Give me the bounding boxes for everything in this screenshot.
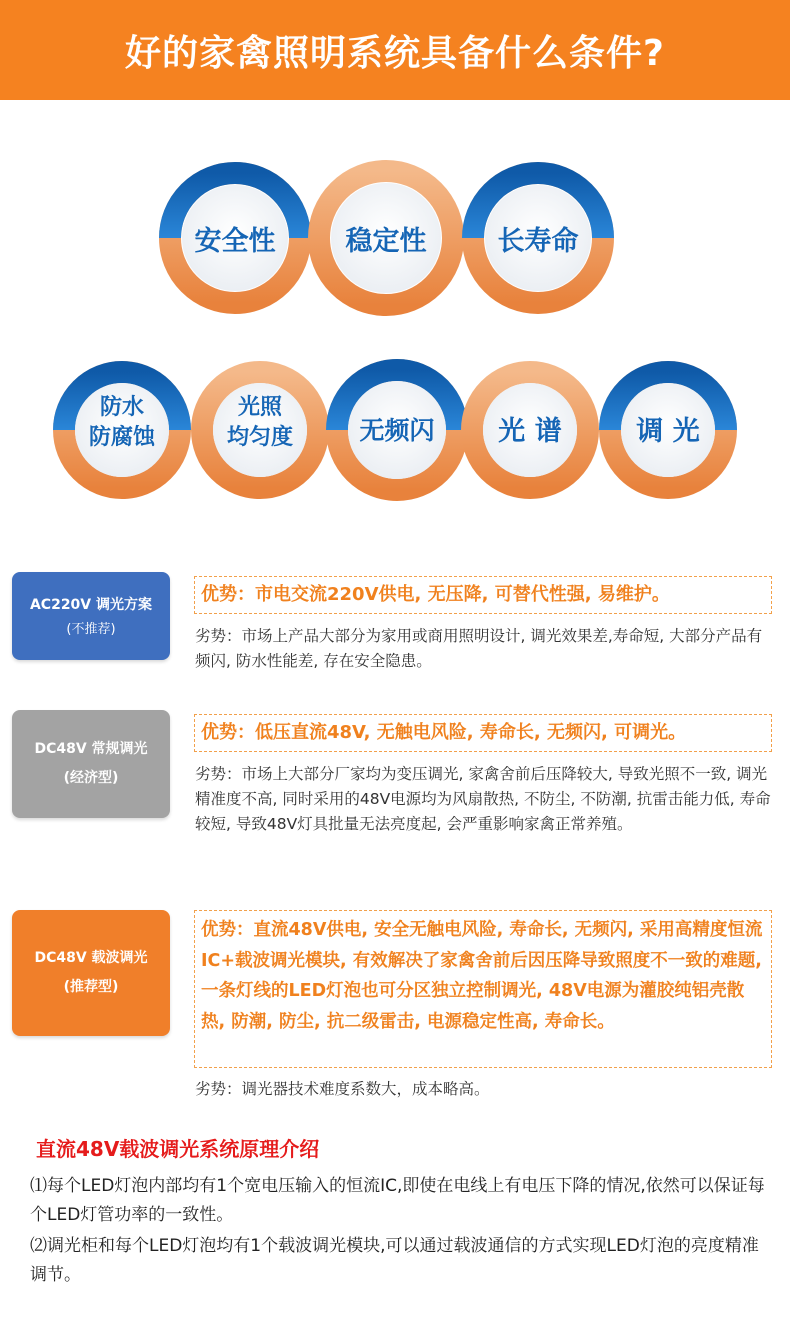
- feature-label-safety: 安全性: [194, 226, 276, 257]
- disadvantage-text-dc48v-standard: 劣势：市场上大部分厂家均为变压调光, 家禽舍前后压降较大, 导致光照不一致, 调光精准度不高, 同时采用的48V电源均为风扇散热, 不防尘, 不防潮, 抗雷击能力低, 寿命较短, 导致48V灯具批量无法亮度起, 会严重影响家禽正常养殖。: [195, 765, 771, 833]
- feature-label-waterproof: [72, 393, 172, 452]
- feature-rings-graphic: [0, 110, 790, 530]
- feature-label-uniformity-line2: 均匀度: [226, 424, 293, 450]
- scheme-name: DC48V 常规调光: [34, 740, 148, 757]
- disadvantage-text-ac220v: 劣势：市场上产品大部分为家用或商用照明设计, 调光效果差,寿命短, 大部分产品有频闪, 防水性能差, 存在安全隐患。: [195, 627, 763, 670]
- feature-rings: [0, 110, 790, 530]
- feature-label-longevity: 长寿命: [497, 226, 579, 257]
- feature-label-uniformity: [210, 393, 310, 452]
- advantage-box-dc48v-standard: 优势：低压直流48V, 无触电风险, 寿命长, 无频闪, 可调光。: [194, 714, 772, 752]
- feature-label-dimming: 调 光: [636, 416, 700, 447]
- scheme-note: (不推荐): [66, 622, 116, 638]
- principle-title: 直流48V载波调光系统原理介绍: [36, 1137, 320, 1161]
- scheme-name: AC220V 调光方案: [29, 596, 153, 613]
- principle-paragraph-2: ⑵调光柜和每个LED灯泡均有1个载波调光模块,可以通过载波通信的方式实现LED灯泡的亮度精准调节。: [30, 1236, 759, 1285]
- scheme-note: (推荐型): [63, 979, 119, 995]
- feature-label-stability: 稳定性: [345, 226, 427, 257]
- feature-label-waterproof-line1: 防水: [99, 395, 144, 420]
- scheme-name: DC48V 载波调光: [34, 949, 148, 966]
- page-title: 好的家禽照明系统具备什么条件?: [125, 32, 665, 74]
- scheme-card-dc48v-carrier: [12, 910, 170, 1036]
- advantage-box-ac220v: 优势：市电交流220V供电, 无压降, 可替代性强, 易维护。: [194, 576, 772, 614]
- scheme-card-dc48v-standard: [12, 710, 170, 818]
- disadvantage-text-dc48v-carrier: 劣势：调光器技术难度系数大，成本略高。: [195, 1080, 490, 1098]
- feature-label-spectrum: 光 谱: [498, 416, 562, 447]
- feature-label-waterproof-line2: 防腐蚀: [88, 424, 155, 450]
- advantage-box-dc48v-carrier: 优势：直流48V供电, 安全无触电风险, 寿命长, 无频闪, 采用高精度恒流IC+载波调光模块, 有效解决了家禽舍前后因压降导致照度不一致的难题, 一条灯线的LED灯泡也可分区独立控制调光, 48V电源为灌胶纯铝壳散热, 防潮, 防尘, 抗二级雷击, 电源稳定性高, 寿命长。: [194, 910, 772, 1068]
- header-banner: [0, 0, 790, 100]
- scheme-note: (经济型): [63, 770, 119, 786]
- scheme-card-ac220v: [12, 572, 170, 660]
- feature-label-uniformity-line1: 光照: [237, 395, 282, 420]
- principle-paragraph-1: ⑴每个LED灯泡内部均有1个宽电压输入的恒流IC,即使在电线上有电压下降的情况,依然可以保证每个LED灯管功率的一致性。: [30, 1176, 765, 1225]
- feature-label-flicker-free: 无频闪: [359, 416, 435, 445]
